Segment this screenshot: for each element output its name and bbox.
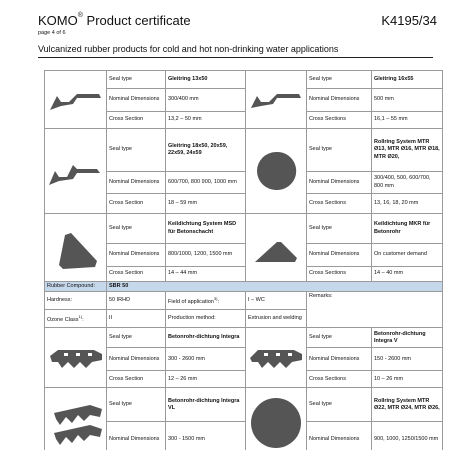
nominal-dimensions-label: Nominal Dimensions [107, 244, 166, 267]
ozone-class-label: Ozone Class$^{1)}$: [45, 310, 107, 328]
nominal-dimensions-label: Nominal Dimensions [307, 244, 372, 267]
integra-image [45, 328, 107, 388]
seal-type-value: Keildichtung MKR für Betonrohr [372, 214, 443, 244]
rubber-compound-value: SBR 50 [107, 282, 443, 292]
document-subtitle: Vulcanized rubber products for cold and hot non-drinking water applications [38, 44, 339, 54]
seal-type-label: Seal type [307, 328, 372, 348]
seal-type-label: Seal type [107, 129, 166, 172]
seal-type-value: Keildichtung System MSD für Betonschacht [166, 214, 246, 244]
production-method-value: Extrusion and welding [246, 310, 307, 328]
seal-type-value: Rollring System MTR Ø22, MTR Ø24, MTR Ø26, [372, 388, 443, 422]
seal-type-label: Seal type [307, 388, 372, 422]
cross-section-value: 18 – 59 mm [166, 194, 246, 214]
nominal-dimensions-value: 300 - 2600 mm [166, 348, 246, 371]
ozone-class-value: II [107, 310, 166, 328]
seal-type-label: Seal type [307, 71, 372, 89]
nominal-dimensions-value: 800/1000, 1200, 1500 mm [166, 244, 246, 267]
seal-type-label: Seal type [107, 214, 166, 244]
seal-type-value: Betonrohr-dichtung Integra VL [166, 388, 246, 422]
nominal-dimensions-value: 900, 1000, 1250/1500 mm [372, 422, 443, 450]
cross-section-value: 10 – 26 mm [372, 371, 443, 388]
cross-section-value: 14 – 44 mm [166, 267, 246, 282]
gleitring-profile-icon [247, 84, 305, 116]
seal-type-label: Seal type [307, 129, 372, 172]
cross-section-label: Cross Section [107, 267, 166, 282]
remarks-label: Remarks: [307, 292, 443, 328]
seal-type-label: Seal type [307, 214, 372, 244]
cross-section-label: Cross Section [107, 112, 166, 129]
certificate-code: K4195/34 [381, 13, 437, 28]
cross-section-value: 13, 16, 18, 20 mm [372, 194, 443, 214]
nominal-dimensions-label: Nominal Dimensions [307, 422, 372, 450]
keildichtung-profile-icon [247, 228, 305, 268]
seal-type-label: Seal type [107, 71, 166, 89]
seal-type-label: Seal type [107, 388, 166, 422]
cross-section-value: 13,2 – 50 mm [166, 112, 246, 129]
seal-type-value: Betonrohr-dichtung Integra [166, 328, 246, 348]
hardness-label: Hardness: [45, 292, 107, 310]
seal-type-value: Betonrohr-dichtung Integra V [372, 328, 443, 348]
cross-sections-label: Cross Sections [307, 194, 372, 214]
header-divider [38, 57, 433, 58]
rollring-profile-icon [247, 149, 305, 193]
nominal-dimensions-label: Nominal Dimensions [107, 89, 166, 112]
nominal-dimensions-value: 500 mm [372, 89, 443, 112]
nominal-dimensions-value: 300 - 1500 mm [166, 422, 246, 450]
keildichtung-profile-icon [47, 225, 105, 271]
nominal-dimensions-value: 150 - 2600 mm [372, 348, 443, 371]
integra-vl-image [45, 388, 107, 450]
rubber-compound-label: Rubber Compound: [45, 282, 107, 292]
integra-v-image [246, 328, 307, 388]
seal-type-label: Seal type [107, 328, 166, 348]
cross-section-label: Cross Section [107, 371, 166, 388]
cross-sections-label: Cross Sections [307, 371, 372, 388]
field-of-application-label: Field of application$^{3)}$: [166, 292, 246, 310]
cross-section-value: 12 – 26 mm [166, 371, 246, 388]
nominal-dimensions-label: Nominal Dimensions [107, 422, 166, 450]
nominal-dimensions-value: 300/400, 500, 600/700, 800 mm [372, 172, 443, 194]
rollring-mtr-image [246, 388, 307, 450]
gleitring-13x50-image [45, 71, 107, 129]
production-method-label: Production method: [166, 310, 246, 328]
keildichtung-msd-image [45, 214, 107, 282]
nominal-dimensions-label: Nominal Dimensions [307, 172, 372, 194]
integra-vl-profile-icon [46, 395, 106, 450]
nominal-dimensions-value: On customer demand [372, 244, 443, 267]
registered-mark: ® [77, 12, 83, 19]
nominal-dimensions-label: Nominal Dimensions [307, 89, 372, 112]
product-table [44, 70, 443, 450]
nominal-dimensions-label: Nominal Dimensions [307, 348, 372, 371]
seal-type-value: Rollring System MTR Ø13, MTR Ø16, MTR Ø18, MTR Ø20, [372, 129, 443, 172]
integra-profile-icon [246, 340, 306, 376]
rollring-profile-icon [246, 393, 306, 450]
cross-sections-label: Cross Sections [307, 267, 372, 282]
cross-section-value: 14 – 40 mm [372, 267, 443, 282]
page-number: page 4 of 6 [38, 30, 66, 36]
field-of-application-value: I – WC [246, 292, 307, 310]
seal-type-value: Gleitring 13x50 [166, 71, 246, 89]
nominal-dimensions-value: 600/700, 800 900, 1000 mm [166, 172, 246, 194]
cross-section-label: Cross Section [107, 194, 166, 214]
cross-section-value: 16,1 – 55 mm [372, 112, 443, 129]
integra-profile-icon [46, 340, 106, 376]
gleitring-profile-icon [47, 151, 105, 191]
gleitring-16x55-image [246, 71, 307, 129]
gleitring-profile-icon [47, 84, 105, 116]
nominal-dimensions-label: Nominal Dimensions [107, 348, 166, 371]
keildichtung-mkr-image [246, 214, 307, 282]
seal-type-value: Gleitring 16x55 [372, 71, 443, 89]
hardness-value: 50 IRHD [107, 292, 166, 310]
certificate-title: KOMO® Product certificate [38, 12, 191, 28]
nominal-dimensions-label: Nominal Dimensions [107, 172, 166, 194]
seal-type-value: Gleitring 18x50, 20x59, 22x59, 24x59 [166, 129, 246, 172]
nominal-dimensions-value: 300/400 mm [166, 89, 246, 112]
cross-sections-label: Cross Sections [307, 112, 372, 129]
rollring-mtr-image [246, 129, 307, 214]
gleitring-18x50-image [45, 129, 107, 214]
